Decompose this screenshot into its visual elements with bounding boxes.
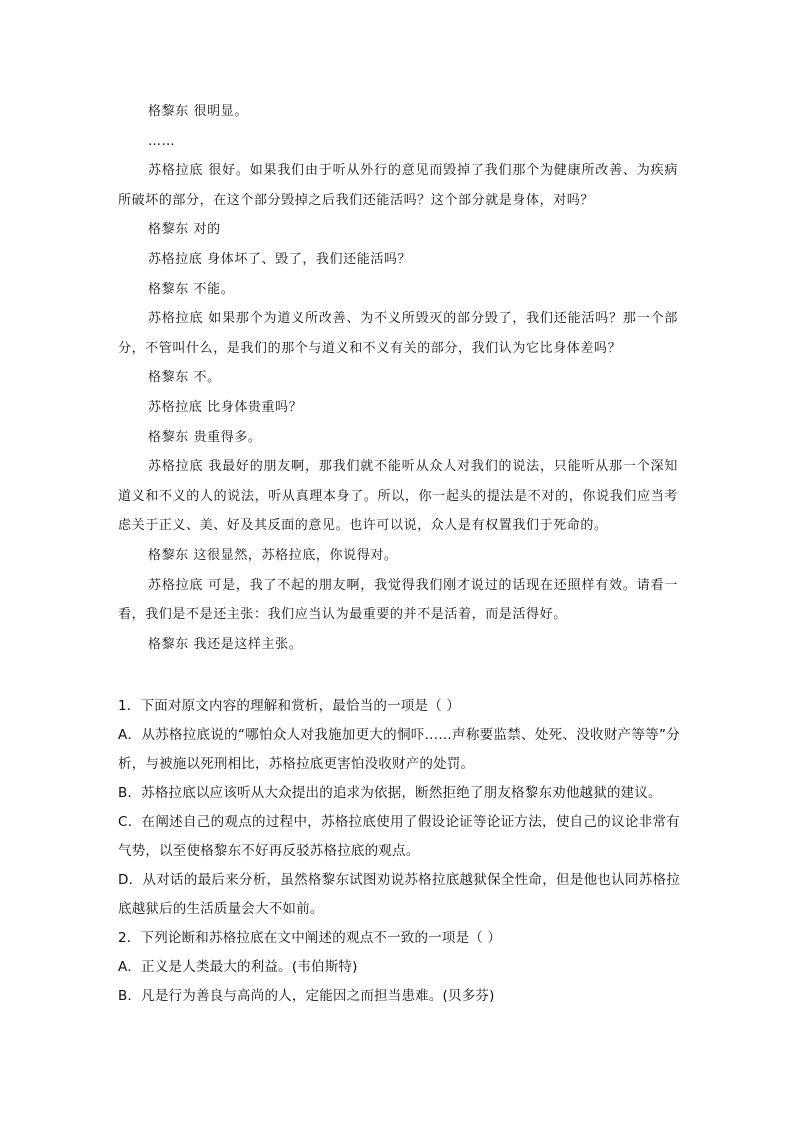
dialogue-excerpt	[118, 97, 678, 659]
dialogue-line: 格黎东 对的	[148, 222, 221, 238]
question-2-option-b: B．凡是行为善良与高尚的人，定能因之而担当患难。(贝多芬)	[118, 988, 495, 1004]
dialogue-line: 格黎东 我还是这样主张。	[148, 636, 303, 652]
dialogue-line: 格黎东 不。	[148, 370, 221, 386]
question-1-option-a: A．从苏格拉底说的“哪怕众人对我施加更大的恫吓……声称要监禁、处死、没收财产等等”分析，与被施以死刑相比，苏格拉底更害怕没收财产的处罚。	[118, 727, 680, 772]
question-1-stem: 1．下面对原文内容的理解和赏析，最恰当的一项是（ ）	[118, 698, 461, 714]
dialogue-line: 苏格拉底 如果那个为道义所改善、为不义所毁灭的部分毁了，我们还能活吗？那一个部分，不管叫什么，是我们的那个与道义和不义有关的部分，我们认为它比身体差吗？	[118, 311, 678, 356]
question-1-option-c: C．在阐述自己的观点的过程中，苏格拉底使用了假设论证等论证方法，使自己的议论非常有气势，以至使格黎东不好再反驳苏格拉底的观点。	[118, 814, 680, 859]
question-2-option-a: A．正义是人类最大的利益。(韦伯斯特)	[118, 959, 358, 975]
dialogue-line: 苏格拉底 比身体贵重吗？	[148, 399, 303, 415]
dialogue-ellipsis: ……	[148, 133, 176, 149]
question-1-option-b: B．苏格拉底以应该听从大众提出的追求为依据，断然拒绝了朋友格黎东劝他越狱的建议。	[118, 785, 662, 801]
dialogue-line: 苏格拉底 我最好的朋友啊，那我们就不能听从众人对我们的说法，只能听从那一个深知道义和不义的人的说法，听从真理本身了。所以，你一起头的提法是不对的，你说我们应当考虑关于正义、美、好及其反面的意见。也许可以说，众人是有权置我们于死命的。	[118, 459, 678, 534]
dialogue-line: 格黎东 贵重得多。	[148, 429, 262, 445]
question-1-option-d: D．从对话的最后来分析，虽然格黎东试图劝说苏格拉底越狱保全性命，但是他也认同苏格拉底越狱后的生活质量会大不如前。	[118, 872, 680, 917]
dialogue-line: 格黎东 很明显。	[148, 104, 248, 119]
question-section	[118, 692, 680, 1011]
dialogue-line: 苏格拉底 很好。如果我们由于听从外行的意见而毁掉了我们那个为健康所改善、为疾病所破坏的部分，在这个部分毁掉之后我们还能活吗？这个部分就是身体，对吗？	[118, 163, 678, 208]
dialogue-line: 苏格拉底 身体坏了、毁了，我们还能活吗？	[148, 251, 412, 267]
dialogue-line: 格黎东 这很显然，苏格拉底，你说得对。	[148, 547, 398, 563]
dialogue-line: 格黎东 不能。	[148, 281, 235, 297]
dialogue-line: 苏格拉底 可是，我了不起的朋友啊，我觉得我们刚才说过的话现在还照样有效。请看一看，我们是不是还主张：我们应当认为最重要的并不是活着，而是活得好。	[118, 577, 678, 623]
question-2-stem: 2．下列论断和苏格拉底在文中阐述的观点不一致的一项是（ ）	[118, 930, 502, 946]
